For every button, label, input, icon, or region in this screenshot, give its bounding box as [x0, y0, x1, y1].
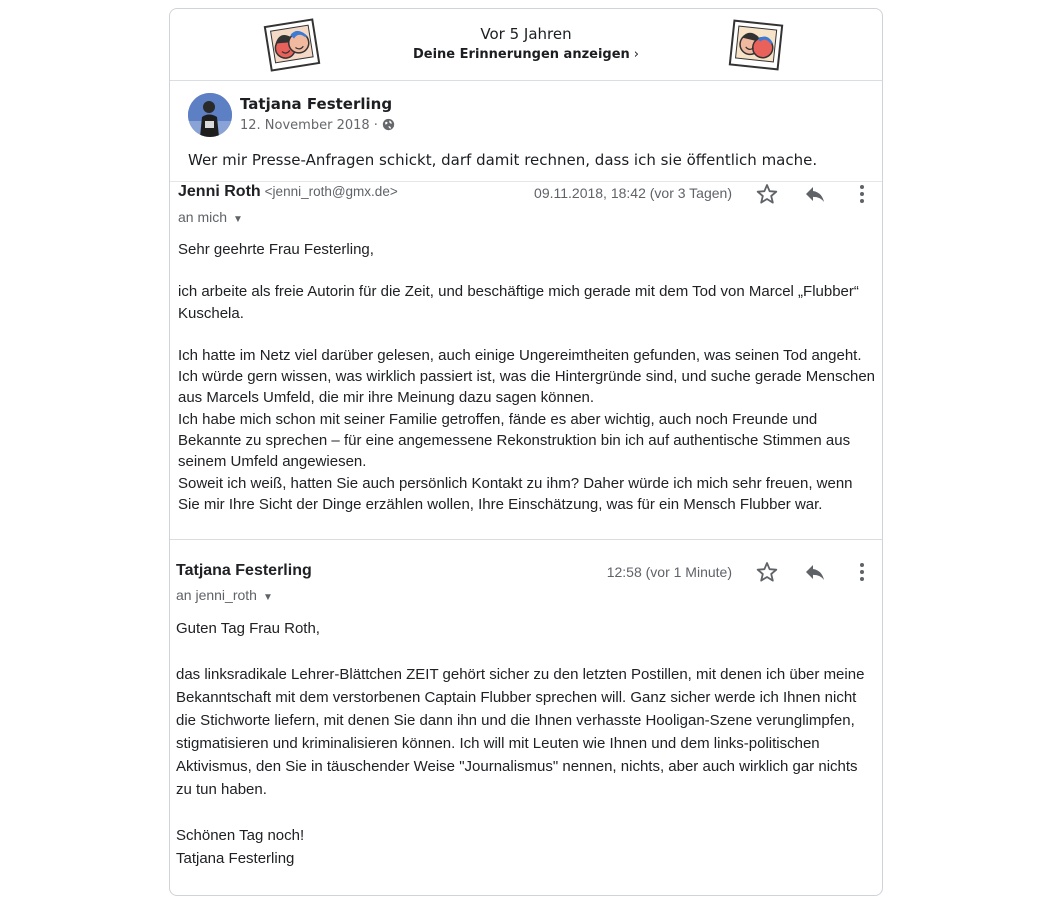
- email1-sender-name: Jenni Roth: [178, 183, 261, 200]
- memory-card: [169, 8, 883, 896]
- email1-greeting: Sehr geehrte Frau Festerling,: [178, 241, 374, 258]
- email1-sender: [178, 183, 398, 201]
- email2-signature: Tatjana Festerling: [176, 850, 295, 867]
- email2-paragraph-1: das linksradikale Lehrer-Blättchen ZEIT gehört sicher zu den letzten Postillen, mit denen ich über meine Bekanntschaft mit dem verstorbenen Captain Flubber sprechen will. Ganz sicher werde ich Ihnen nicht die Stichworte liefern, mit denen Sie dann ihn und die Ihnen verhasste Hooligan-Szene verunglimpfen, stigmatisieren und kriminalisieren können. Ich will mit Leuten wie Ihnen und dem links-politischen Aktivismus, den Sie in täuschender Weise "Journalismus" nennen, nichts, aber auch wirklich gar nichts zu tun haben.: [176, 666, 865, 798]
- email-message-2: [170, 539, 882, 896]
- email1-paragraph-3: Ich habe mich schon mit seiner Familie getroffen, fände es aber wichtig, auch noch Freunde und Bekannte zu sprechen – für eine angemessene Rekonstruktion bin ich auf authentische Stimmen aus seinem Umfeld angewiesen.: [178, 410, 851, 471]
- email2-body: [176, 617, 876, 870]
- post-date[interactable]: 12. November 2018: [240, 118, 370, 133]
- email2-greeting: Guten Tag Frau Roth,: [176, 620, 320, 637]
- caret-down-icon: ▼: [233, 214, 243, 225]
- email2-sender: [176, 562, 312, 580]
- memory-title: Vor 5 Jahren: [480, 25, 572, 43]
- memories-header: [170, 9, 882, 81]
- email2-recipient: an jenni_roth: [176, 587, 257, 603]
- email1-recipient: an mich: [178, 209, 228, 225]
- post-text: Wer mir Presse-Anfragen schickt, darf damit rechnen, dass ich sie öffentlich mache.: [188, 151, 818, 169]
- globe-icon: [382, 118, 395, 131]
- author-avatar[interactable]: [188, 93, 232, 137]
- view-memories-label: Deine Erinnerungen anzeigen: [412, 47, 630, 62]
- email1-paragraph-2: Ich hatte im Netz viel darüber gelesen, auch einige Ungereimtheiten gefunden, was seinen Tod angeht. Ich würde gern wissen, was wirklich passiert ist, was die Hintergründe sind, und suche gerade Menschen aus Marcels Umfeld, die mir ihre Meinung dazu sagen können.: [178, 346, 876, 407]
- email1-sender-address: <jenni_roth@gmx.de>: [264, 184, 398, 199]
- email1-paragraph-4: Soweit ich weiß, hatten Sie auch persönlich Kontakt zu ihm? Daher würde ich mich sehr freuen, wenn Sie mir Ihre Sicht der Dinge erzählen wollen, Ihre Einschätzung, was für ein Mensch Flubber war.: [178, 474, 853, 513]
- star-icon[interactable]: [755, 560, 779, 584]
- post-author[interactable]: Tatjana Festerling: [240, 95, 393, 113]
- chevron-right-icon: ›: [633, 47, 639, 62]
- email2-recipient-toggle[interactable]: [176, 587, 273, 603]
- email2-sender-name: Tatjana Festerling: [176, 562, 312, 579]
- memory-illustration-right: [726, 17, 786, 73]
- avatar-image: [188, 93, 232, 137]
- email1-recipient-toggle[interactable]: [178, 209, 243, 225]
- more-vertical-icon[interactable]: [850, 182, 874, 206]
- email1-timestamp: 09.11.2018, 18:42 (vor 3 Tagen): [534, 185, 732, 201]
- caret-down-icon: ▼: [262, 592, 273, 603]
- email-message-1: [170, 181, 882, 538]
- reply-icon[interactable]: [803, 182, 827, 206]
- more-vertical-icon[interactable]: [850, 560, 874, 584]
- star-icon[interactable]: [755, 182, 779, 206]
- email2-closing: Schönen Tag noch!: [176, 827, 305, 844]
- email1-body: [178, 239, 878, 515]
- post-meta: [240, 118, 395, 133]
- reply-icon[interactable]: [803, 560, 827, 584]
- meta-separator: ·: [373, 118, 378, 133]
- email2-timestamp: 12:58 (vor 1 Minute): [606, 564, 732, 580]
- email1-paragraph-1: ich arbeite als freie Autorin für die Zeit, und beschäftige mich gerade mit dem Tod von Marcel „Flubber“ Kuschela.: [178, 283, 859, 322]
